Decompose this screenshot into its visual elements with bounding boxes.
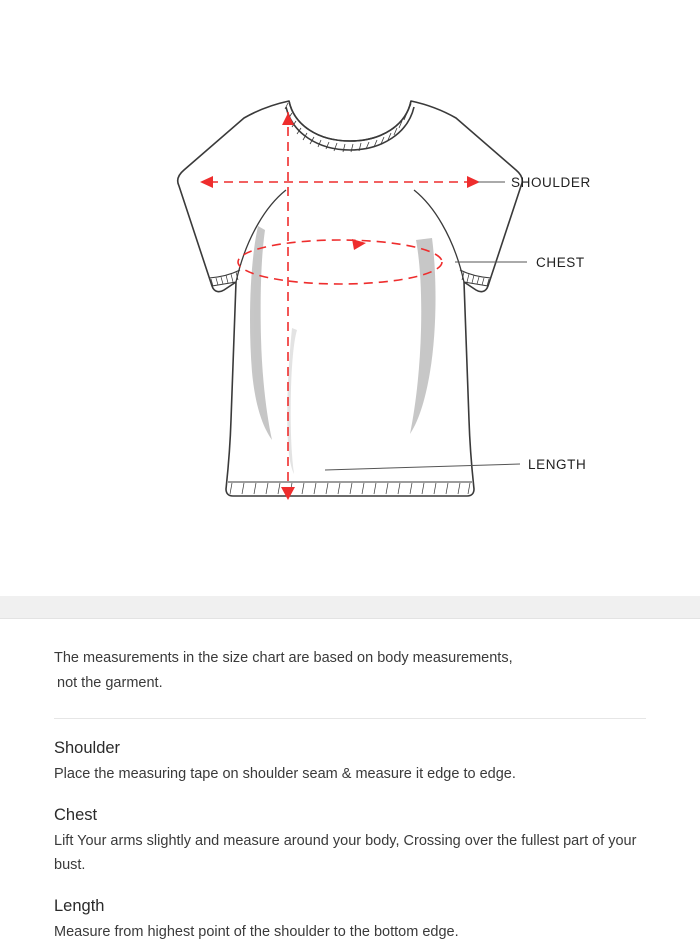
measurement-notes bbox=[0, 628, 700, 944]
note-entry-length bbox=[54, 877, 646, 944]
note-entry-shoulder bbox=[54, 719, 646, 786]
intro-line-1: The measurements in the size chart are based on body measurements, bbox=[54, 650, 513, 666]
intro-text bbox=[0, 628, 700, 696]
label-chest: CHEST bbox=[536, 255, 585, 270]
tshirt-outline bbox=[178, 101, 523, 496]
section-divider-line bbox=[0, 618, 700, 619]
note-title-chest: Chest bbox=[54, 806, 98, 824]
note-title-length: Length bbox=[54, 897, 105, 915]
note-desc-chest: Lift Your arms slightly and measure around your body, Crossing over the fullest part of your bust. bbox=[54, 833, 637, 873]
intro-line-2: not the garment. bbox=[57, 675, 163, 691]
note-title-shoulder: Shoulder bbox=[54, 739, 121, 757]
note-desc-shoulder: Place the measuring tape on shoulder seam & measure it edge to edge. bbox=[54, 766, 516, 782]
note-entry-chest bbox=[54, 786, 646, 877]
label-shoulder: SHOULDER bbox=[511, 175, 591, 190]
section-divider-band bbox=[0, 596, 700, 618]
notes-entries bbox=[0, 719, 700, 944]
note-desc-length: Measure from highest point of the shoulder to the bottom edge. bbox=[54, 924, 459, 940]
label-length: LENGTH bbox=[528, 457, 587, 472]
